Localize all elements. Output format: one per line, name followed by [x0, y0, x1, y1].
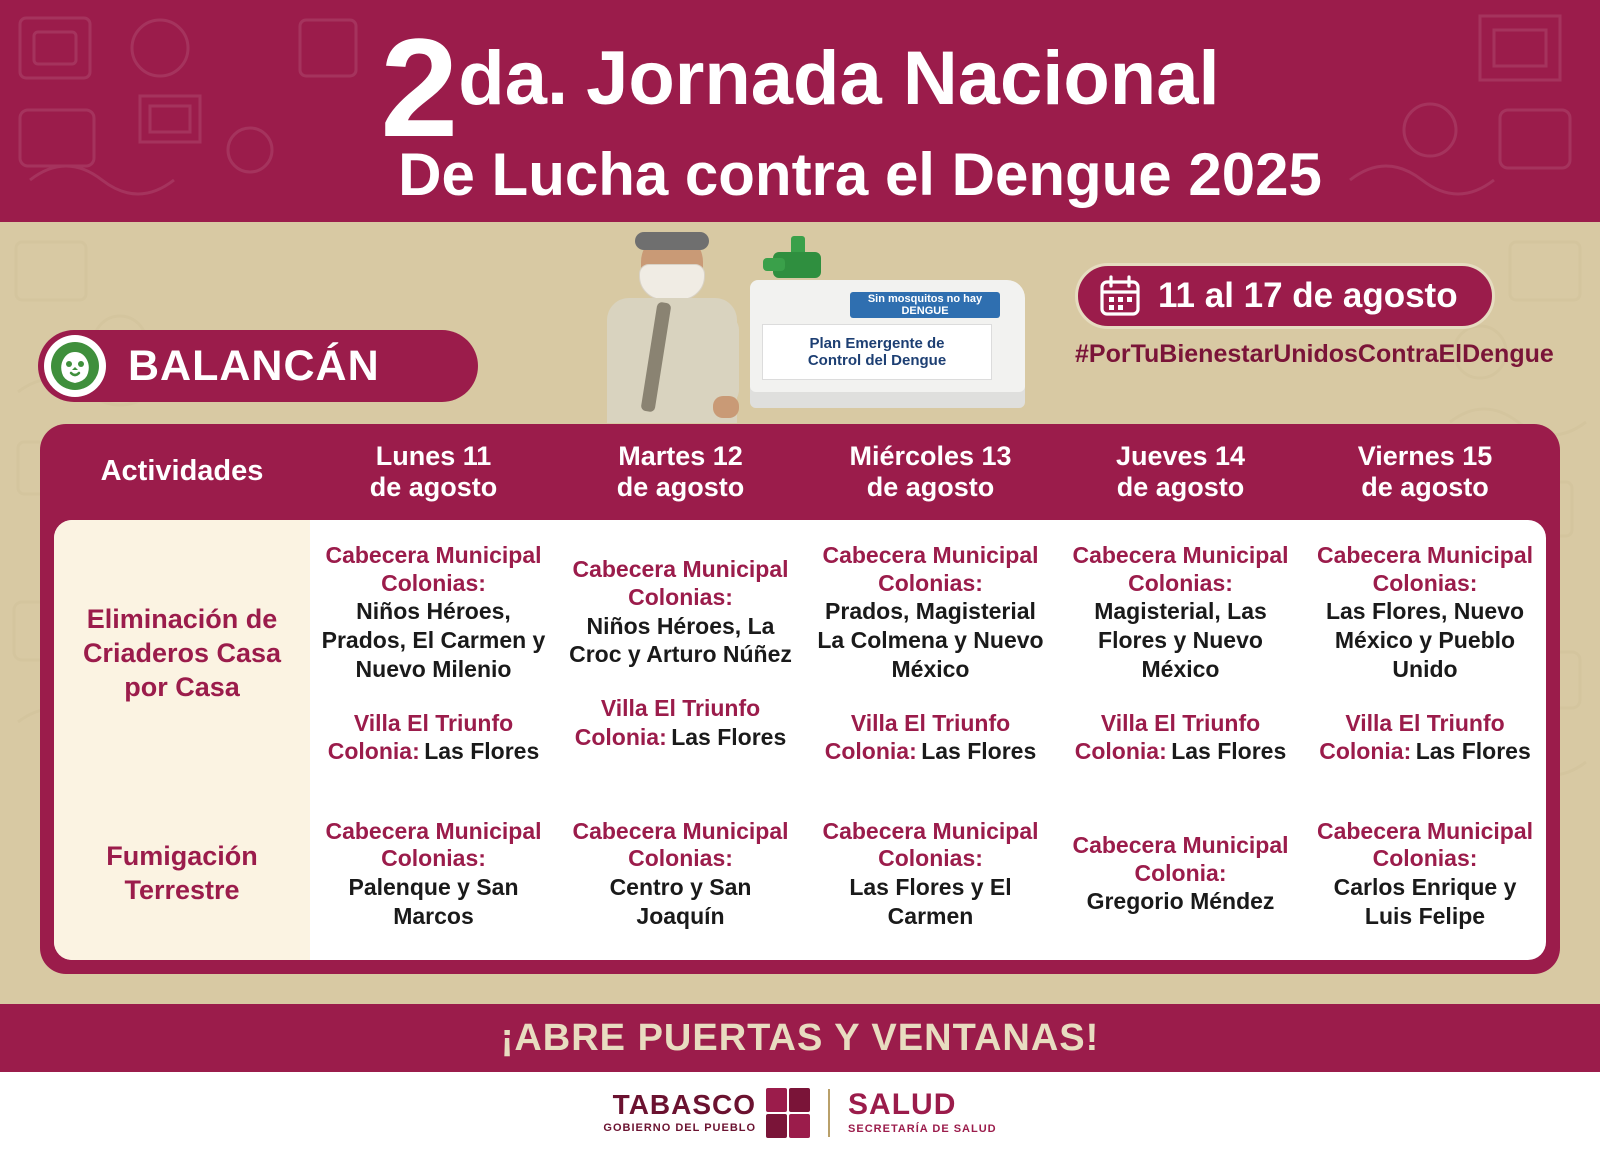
- sub-locality-block: Villa El Triunfo Colonia: Las Flores: [1074, 709, 1287, 765]
- call-to-action-banner: [0, 1004, 1600, 1072]
- footer-divider: [828, 1089, 830, 1137]
- table-column-miercoles-13: [804, 520, 1057, 960]
- edition-number: 2: [380, 9, 455, 166]
- table-header-day-4: Jueves 14 de agosto: [1115, 440, 1246, 502]
- schedule-table: [40, 424, 1560, 974]
- activity-cell-fumigacion: Fumigación Terrestre: [106, 841, 258, 905]
- table-column-lunes-11: [310, 520, 557, 960]
- sprayer-nozzle: [763, 258, 785, 271]
- campaign-photo: [585, 218, 1025, 423]
- table-column-viernes-15: [1304, 520, 1546, 960]
- table-header-day-1: Lunes 11 de agosto: [369, 440, 498, 502]
- logo-salud-title: SALUD: [848, 1088, 957, 1121]
- calendar-icon: [1098, 274, 1142, 318]
- logo-tabasco-subtitle: GOBIERNO DEL PUEBLO: [603, 1122, 757, 1134]
- table-cell-eliminacion-miercoles: Cabecera Municipal Colonias: Prados, Magisterial La Colmena y Nuevo México Villa El Triunfo Colonia: Las Flores: [817, 542, 1044, 765]
- tabasco-emblem-icon: [766, 1088, 810, 1138]
- activity-cell-eliminacion: Eliminación de Criaderos Casa por Casa: [82, 604, 282, 702]
- worker-face-mask: [639, 264, 705, 300]
- header-title-block: [0, 0, 1600, 222]
- campaign-hashtag: #PorTuBienestarUnidosContraElDengue: [1075, 340, 1554, 368]
- table-header-day-3: Miércoles 13 de agosto: [849, 440, 1012, 502]
- truck-banner: [762, 324, 992, 380]
- truck-banner-line-2: Control del Dengue: [807, 352, 947, 369]
- jaguar-seal-icon: [44, 335, 106, 397]
- truck-strip-text: Sin mosquitos no hay DENGUE: [850, 292, 1000, 318]
- table-column-jueves-14: [1057, 520, 1304, 960]
- municipality-name: BALANCÁN: [128, 341, 380, 390]
- sub-locality-block: Villa El Triunfo Colonia: Las Flores: [824, 709, 1037, 765]
- table-cell-fumigacion-martes: Cabecera Municipal Colonias: Centro y San Joaquín: [572, 817, 789, 929]
- table-cell-fumigacion-viernes: Cabecera Municipal Colonias: Carlos Enrique y Luis Felipe: [1316, 817, 1534, 929]
- date-range-text: 11 al 17 de agosto: [1158, 276, 1458, 315]
- table-cell-fumigacion-jueves: Cabecera Municipal Colonia: Gregorio Méndez: [1072, 832, 1289, 915]
- logo-tabasco-text: [603, 1091, 756, 1134]
- table-cell-eliminacion-lunes: Cabecera Municipal Colonias: Niños Héroes, Prados, El Carmen y Nuevo Milenio Villa El Triunfo Colonia: Las Flores: [321, 542, 546, 765]
- table-header-day-5: Viernes 15 de agosto: [1357, 440, 1493, 502]
- date-range-pill: [1075, 263, 1495, 329]
- title-main: Jornada Nacional: [586, 36, 1220, 122]
- table-cell-fumigacion-lunes: Cabecera Municipal Colonias: Palenque y San Marcos: [325, 817, 542, 929]
- table-header-row: [54, 424, 1546, 520]
- logo-tabasco-title: TABASCO: [612, 1089, 757, 1120]
- table-header-day-2: Martes 12 de agosto: [616, 440, 745, 502]
- worker-arm: [705, 314, 739, 406]
- table-cell-eliminacion-jueves: Cabecera Municipal Colonias: Magisterial, Las Flores y Nuevo México Villa El Triunfo Colonia: Las Flores: [1072, 542, 1289, 765]
- worker-goggles: [635, 232, 709, 250]
- sub-locality-block: Villa El Triunfo Colonia: Las Flores: [1319, 709, 1531, 765]
- call-to-action-text: ¡ABRE PUERTAS Y VENTANAS!: [500, 1016, 1100, 1059]
- title-line-1: [380, 9, 1220, 166]
- sub-locality-block: Villa El Triunfo Colonia: Las Flores: [574, 695, 787, 750]
- table-cell-eliminacion-viernes: Cabecera Municipal Colonias: Las Flores, Nuevo México y Pueblo Unido Villa El Triunfo Colonia: Las Flores: [1316, 542, 1534, 765]
- table-column-martes-12: [557, 520, 804, 960]
- table-cell-fumigacion-miercoles: Cabecera Municipal Colonias: Las Flores y El Carmen: [822, 817, 1039, 929]
- truck-banner-line-1: Plan Emergente de: [809, 334, 945, 352]
- header-band: [0, 0, 1600, 222]
- worker-hand: [713, 396, 739, 418]
- table-column-activities: [54, 520, 310, 960]
- municipality-badge: [38, 330, 478, 402]
- edition-ordinal: da.: [458, 36, 569, 122]
- table-header-activities: Actividades: [100, 455, 264, 488]
- logo-salud-subtitle: SECRETARÍA DE SALUD: [848, 1123, 997, 1135]
- sub-locality-block: Villa El Triunfo Colonia: Las Flores: [327, 709, 540, 765]
- logo-salud: [848, 1090, 997, 1135]
- fumigation-truck-image: [750, 280, 1025, 408]
- logo-tabasco: [603, 1088, 810, 1138]
- health-worker-image: [593, 218, 753, 423]
- sprayer-machine-image: [763, 236, 833, 286]
- table-cell-eliminacion-martes: Cabecera Municipal Colonias: Niños Héroes, La Croc y Arturo Núñez Villa El Triunfo Colonia: Las Flores: [569, 556, 792, 750]
- table-body: [54, 520, 1546, 960]
- footer-logos: [0, 1072, 1600, 1153]
- title-subtitle: De Lucha contra el Dengue 2025: [398, 141, 1322, 208]
